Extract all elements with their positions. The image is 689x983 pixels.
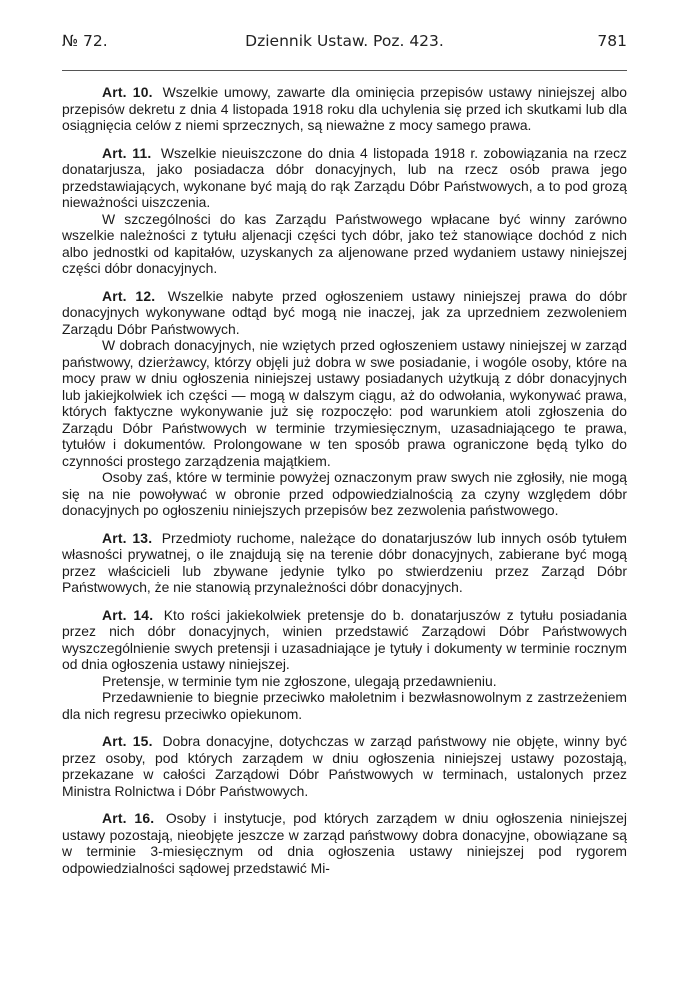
- article-11: [62, 145, 627, 211]
- article-label: Art. 12.: [102, 287, 156, 304]
- article-paragraph: Przedawnienie to biegnie przeciwko małoletnim i bezwłasnowolnym z zastrzeżeniem dla nich regresu przeciwko opiekunom.: [62, 689, 627, 722]
- journal-title: Dziennik Ustaw. Poz. 423.: [245, 32, 444, 50]
- page-body: [62, 84, 627, 876]
- header-rule: [62, 70, 627, 71]
- article-16: [62, 810, 627, 876]
- article-text: Przedmioty ruchome, należące do donatarjuszów lub innych osób tytułem własności prywatnej, o ile znajdują się na terenie dóbr donacyjnych, zabierane być mogą przez właścicieli lub zbywane jedynie tylko po stwierdzeniu przez Zarząd Dóbr Państwowych, że nie stanowią przynależności dóbr donacyjnych.: [62, 529, 627, 595]
- running-header: [62, 32, 627, 56]
- article-paragraph: W dobrach donacyjnych, nie wziętych przed ogłoszeniem ustawy niniejszej w zarząd państwowy, dzierżawcy, którzy objęli już dobra w swe posiadanie, i wogóle osoby, które na mocy praw w dniu ogłoszenia niniejszej ustawy posiadanych użytkują z dóbr donacyjnych lub jakiejkolwiek ich części — mogą w dalszym ciągu, aż do odwołania, wykonywać prawa, których faktyczne wykonywanie już się rozpoczęło: pod warunkiem atoli zgłoszenia do Zarządu Dóbr Państwowych w terminie trzymiesięcznym, uzasadniającego te prawa, tytułów i dokumentów. Prolongowane w ten sposób prawa ograniczone będą tylko do czynności prostego zarządzenia majątkiem.: [62, 337, 627, 469]
- article-10: [62, 84, 627, 134]
- article-text: Wszelkie nieuiszczone do dnia 4 listopada 1918 r. zobowiązania na rzecz donatarjusza, jako posiadacza dóbr donacyjnych, lub na rzecz osób prawa jego przedstawiających, wykonane być mają do rąk Zarządu Dóbr Państwowych, a to pod grozą nieważności uiszczenia.: [62, 144, 628, 210]
- article-text: Wszelkie umowy, zawarte dla ominięcia przepisów ustawy niniejszej albo przepisów dekretu z dnia 4 listopada 1918 roku dla uchylenia się przed ich skutkami lub dla osiągnięcia celów z niemi sprzecznych, są nieważne z mocy samego prawa.: [62, 84, 627, 133]
- article-label: Art. 11.: [102, 144, 152, 161]
- article-paragraph: Osoby zaś, które w terminie powyżej oznaczonym praw swych nie zgłosiły, nie mogą się na nie powoływać w obronie przed odpowiedzialnością za czyny względem dóbr donacyjnych po ogłoszeniu niniejszych przepisów bez zezwolenia państwowego.: [62, 469, 627, 518]
- article-label: Art. 10.: [102, 84, 153, 100]
- article-15: [62, 733, 627, 799]
- issue-number: № 72.: [62, 32, 108, 50]
- article-label: Art. 16.: [102, 810, 155, 826]
- article-label: Art. 14.: [102, 606, 154, 623]
- article-text: Dobra donacyjne, dotychczas w zarząd państwowy nie objęte, winny być przez osoby, pod których zarządem w dniu ogłoszenia niniejszej ustawy pozostają, przekazane w całości Zarządowi Dóbr Państwowych w terminach, ustalonych przez Ministra Rolnictwa i Dóbr Państwowych.: [62, 733, 627, 799]
- article-14: [62, 607, 627, 673]
- article-text: Osoby i instytucje, pod których zarządem w dniu ogłoszenia niniejszej ustawy pozostają, nieobjęte jeszcze w zarząd państwowy dobra donacyjne, obowiązane są w terminie 3-miesięcznym od dnia ogłoszenia ustawy niniejszej pod rygorem odpowiedzialności sądowej przedstawić Mi-: [62, 810, 627, 876]
- article-text: Kto rości jakiekolwiek pretensje do b. donatarjuszów z tytułu posiadania przez nich dóbr donacyjnych, winien przedstawić Zarządowi Dóbr Państwowych wyszczególnienie swych pretensji i uzasadniające je tytuły i dokumenty w terminie rocznym od dnia ogłoszenia ustawy niniejszej.: [62, 606, 627, 672]
- article-12: [62, 288, 627, 338]
- article-paragraph: W szczególności do kas Zarządu Państwowego wpłacane być winny zarówno wszelkie należności z tytułu aljenacji części tych dóbr, jako też stanowiące dochód z nich albo jednostki od kapitałów, uzyskanych za aljenowane przed wydaniem ustawy niniejszej części dóbr donacyjnych.: [62, 210, 627, 276]
- article-text: Wszelkie nabyte przed ogłoszeniem ustawy niniejszej prawa do dóbr donacyjnych wykonywane odtąd być mogą nie inaczej, jak za uprzedniem zezwoleniem Zarządu Dóbr Państwowych.: [62, 287, 627, 337]
- article-label: Art. 13.: [102, 529, 153, 546]
- article-paragraph: Pretensje, w terminie tym nie zgłoszone, ulegają przedawnieniu.: [102, 672, 497, 689]
- page-number: 781: [597, 32, 627, 50]
- article-label: Art. 15.: [102, 733, 153, 749]
- article-13: [62, 530, 627, 596]
